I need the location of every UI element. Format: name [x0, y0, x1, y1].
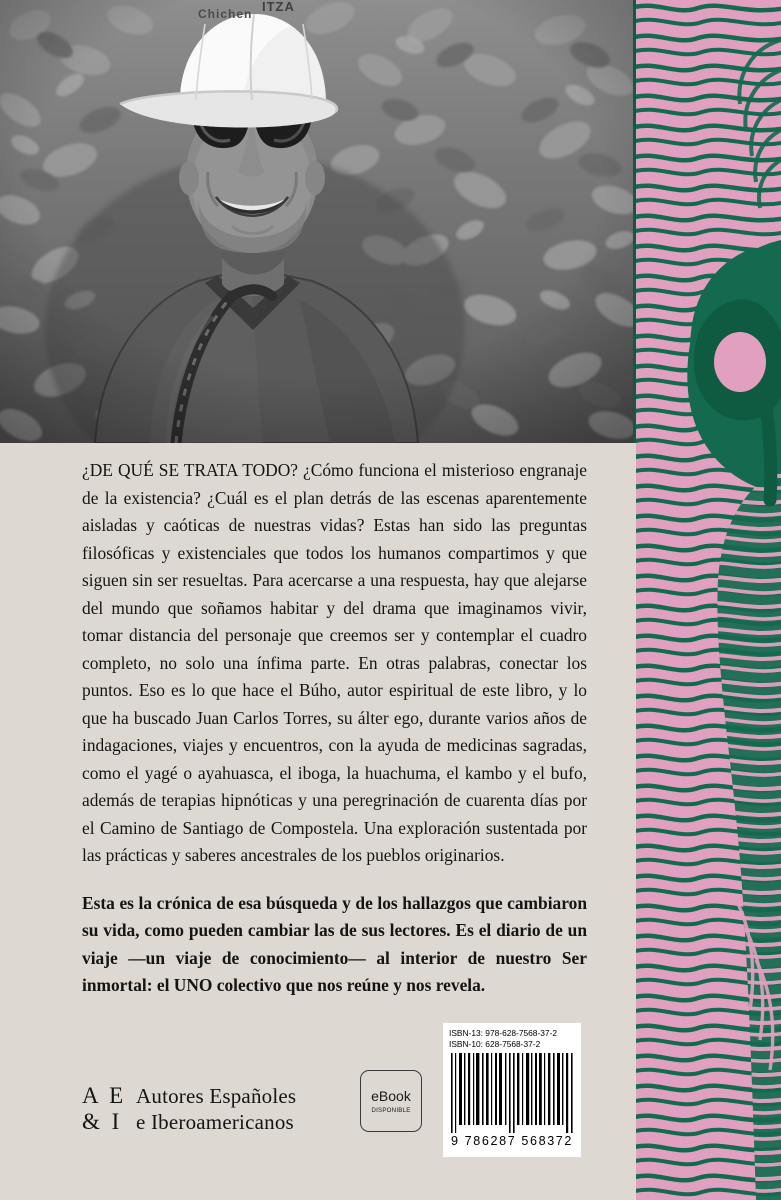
blurb-paragraph-bold: Esta es la crónica de esa búsqueda y de los hallazgos que cambiaron su vida, como pueden cambiar las de sus lectores. Es el diario de un viaje —un viaje de conocimiento— al interior de nuestro Ser inmortal: el UNO colectivo que nos reúne y nos revela. [82, 892, 587, 995]
blurb-text [82, 457, 587, 1017]
isbn13-text: ISBN-13: 978-628-7568-37-2 [449, 1028, 558, 1038]
blurb-paragraph-1: ¿DE QUÉ SE TRATA TODO? ¿Cómo funciona el misterioso engranaje de la existencia? ¿Cuál es el plan detrás de las escenas aparentemente aisladas y caóticas de nuestras vidas? Estas han sido las preguntas filosóficas y existenciales que todos los humanos compartimos y que siguen sin ser resueltas. Para acercarse a una respuesta, hay que alejarse del mundo que soñamos habitar y del drama que imaginamos vivir, tomar distancia del personaje que creemos ser y contemplar el cuadro completo, no solo una ínfima parte. En otras palabras, conectar los puntos. Eso es lo que hace el Búho, autor espiritual de este libro, y lo que ha buscado Juan Carlos Torres, su álter ego, durante varios años de indagaciones, viajes y encuentros, con la ayuda de medicinas sagradas, como el yagé o ayahuasca, el iboga, la huachuma, el kambo y el bufo, además de terapias hipnóticas y una peregrinación de cuarenta días por el Camino de Santiago de Compostela. Una exploración sustentada por las prácticas y saberes ancestrales de los pueblos originarios. [82, 460, 587, 865]
isbn-barcode [443, 1023, 581, 1157]
ebook-available-badge [360, 1070, 422, 1132]
author-photo [0, 0, 636, 443]
back-cover-content [0, 443, 636, 1200]
publisher-mark-line2: & I [82, 1108, 123, 1134]
pattern-green-shapes [636, 0, 781, 1200]
isbn10-text: ISBN-10: 628-7568-37-2 [449, 1039, 541, 1050]
publisher-name-line1: Autores Españoles [136, 1084, 297, 1108]
publisher-name-line2: e Iberoamericanos [136, 1109, 294, 1134]
publisher-mark-line1: A E [82, 1083, 127, 1108]
publisher-logo [82, 1083, 296, 1135]
barcode-bars [449, 1053, 575, 1133]
ebook-sublabel: DISPONIBLE [371, 1107, 411, 1114]
ebook-label: eBook [371, 1088, 411, 1104]
decorative-pattern-strip [636, 0, 781, 1200]
barcode-number: 9 786287 568372 [450, 1134, 574, 1149]
isbn-text-block [449, 1028, 575, 1050]
